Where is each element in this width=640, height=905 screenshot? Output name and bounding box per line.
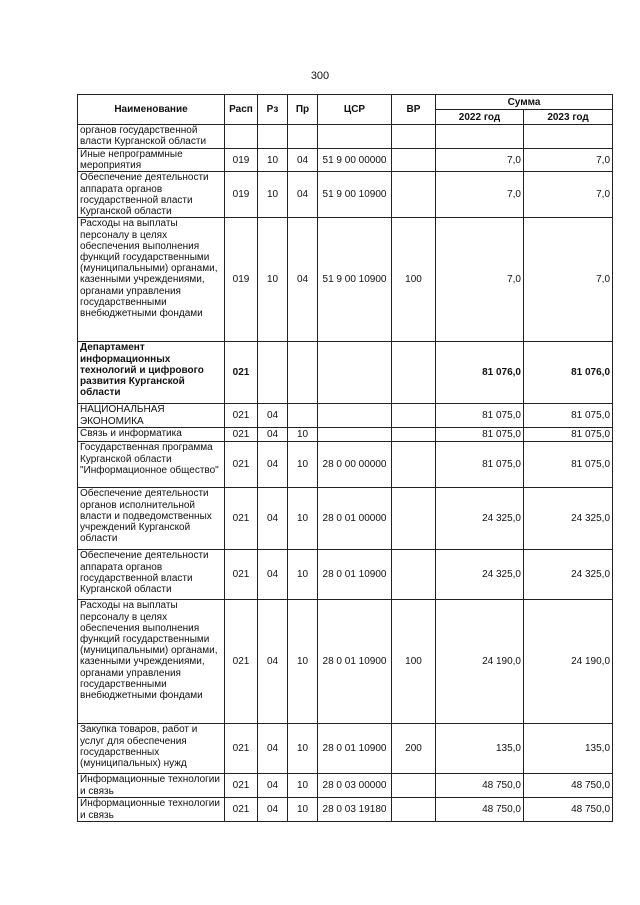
- row-sum-2022: 24 325,0: [436, 488, 524, 550]
- row-vr: [392, 404, 436, 428]
- row-pr: 04: [288, 172, 318, 218]
- row-name: Государственная программа Курганской области "Информационное общество": [78, 442, 225, 488]
- row-vr: [392, 798, 436, 821]
- row-vr: [392, 550, 436, 600]
- row-sum-2023: 24 190,0: [524, 600, 613, 724]
- row-csr: [318, 428, 392, 442]
- row-name: Иные непрограммные мероприятия: [78, 149, 225, 172]
- budget-table-body: [78, 125, 613, 822]
- row-sum-2023: 81 075,0: [524, 428, 613, 442]
- row-sum-2022: 81 075,0: [436, 428, 524, 442]
- row-sum-2023: 24 325,0: [524, 550, 613, 600]
- row-name: Связь и информатика: [78, 428, 225, 442]
- row-vr: 200: [392, 724, 436, 774]
- row-name: Департамент информационных технологий и цифрового развития Курганской области: [78, 342, 225, 404]
- row-name: Информационные технологии и связь: [78, 774, 225, 798]
- row-csr: 28 0 01 10900: [318, 724, 392, 774]
- row-vr: 100: [392, 600, 436, 724]
- table-row: [78, 149, 613, 172]
- row-sum-2023: 81 075,0: [524, 404, 613, 428]
- row-rasp: 021: [225, 600, 258, 724]
- row-sum-2023: 81 076,0: [524, 342, 613, 404]
- row-rasp: 021: [225, 428, 258, 442]
- row-vr: [392, 125, 436, 149]
- row-name: Расходы на выплаты персоналу в целях обеспечения выполнения функций государственными (муниципальными) органами, казенными учреждениями, органами управления государственными внебюджетными фондами: [78, 218, 225, 342]
- row-rasp: 021: [225, 724, 258, 774]
- table-row: [78, 428, 613, 442]
- row-rasp: 021: [225, 342, 258, 404]
- row-rasp: 021: [225, 488, 258, 550]
- row-vr: [392, 774, 436, 798]
- row-sum-2023: 7,0: [524, 149, 613, 172]
- row-sum-2023: [524, 125, 613, 149]
- row-sum-2022: 7,0: [436, 218, 524, 342]
- row-pr: 04: [288, 149, 318, 172]
- row-name: органов государственной власти Курганской области: [78, 125, 225, 149]
- row-name: Обеспечение деятельности аппарата органов государственной власти Курганской области: [78, 172, 225, 218]
- row-rz: 04: [258, 774, 288, 798]
- row-rasp: 019: [225, 172, 258, 218]
- row-sum-2022: 81 075,0: [436, 404, 524, 428]
- header-rz: Рз: [258, 95, 288, 125]
- table-row: [78, 798, 613, 821]
- header-year-2022: 2022 год: [436, 110, 524, 125]
- row-sum-2022: 7,0: [436, 172, 524, 218]
- row-name: Обеспечение деятельности органов исполнительной власти и подведомственных учреждений Курганской области: [78, 488, 225, 550]
- row-rasp: 021: [225, 798, 258, 821]
- table-row: [78, 550, 613, 600]
- row-pr: 10: [288, 442, 318, 488]
- row-rasp: 019: [225, 149, 258, 172]
- header-pr: Пр: [288, 95, 318, 125]
- row-pr: 10: [288, 428, 318, 442]
- row-sum-2023: 7,0: [524, 218, 613, 342]
- row-name: Расходы на выплаты персоналу в целях обеспечения выполнения функций государственными (муниципальными) органами, казенными учреждениями, органами управления государственными внебюджетными фондами: [78, 600, 225, 724]
- row-csr: 28 0 03 19180: [318, 798, 392, 821]
- row-rz: 04: [258, 404, 288, 428]
- row-csr: 28 0 03 00000: [318, 774, 392, 798]
- row-rasp: 021: [225, 550, 258, 600]
- header-name: Наименование: [78, 95, 225, 125]
- row-pr: 10: [288, 488, 318, 550]
- row-csr: [318, 404, 392, 428]
- row-rasp: 021: [225, 774, 258, 798]
- row-sum-2022: 24 325,0: [436, 550, 524, 600]
- row-rz: 10: [258, 149, 288, 172]
- row-vr: [392, 428, 436, 442]
- row-vr: 100: [392, 218, 436, 342]
- row-sum-2023: 24 325,0: [524, 488, 613, 550]
- row-sum-2023: 48 750,0: [524, 798, 613, 821]
- row-sum-2022: 7,0: [436, 149, 524, 172]
- row-pr: 10: [288, 798, 318, 821]
- budget-table: [77, 94, 613, 822]
- page-number: 300: [310, 70, 330, 82]
- row-sum-2023: 7,0: [524, 172, 613, 218]
- row-pr: [288, 404, 318, 428]
- row-rz: 04: [258, 724, 288, 774]
- row-sum-2022: 48 750,0: [436, 798, 524, 821]
- row-pr: 04: [288, 218, 318, 342]
- row-csr: 51 9 00 10900: [318, 218, 392, 342]
- row-sum-2022: [436, 125, 524, 149]
- row-csr: 51 9 00 10900: [318, 172, 392, 218]
- row-rz: 04: [258, 428, 288, 442]
- row-name: Информационные технологии и связь: [78, 798, 225, 821]
- row-rz: 04: [258, 488, 288, 550]
- table-row: [78, 600, 613, 724]
- row-pr: 10: [288, 724, 318, 774]
- row-rz: [258, 342, 288, 404]
- row-sum-2022: 48 750,0: [436, 774, 524, 798]
- row-sum-2022: 135,0: [436, 724, 524, 774]
- row-vr: [392, 342, 436, 404]
- row-rz: 04: [258, 600, 288, 724]
- table-row: [78, 218, 613, 342]
- row-sum-2022: 81 075,0: [436, 442, 524, 488]
- row-rz: 10: [258, 172, 288, 218]
- row-vr: [392, 149, 436, 172]
- row-pr: 10: [288, 774, 318, 798]
- row-sum-2023: 48 750,0: [524, 774, 613, 798]
- row-rasp: 021: [225, 404, 258, 428]
- row-csr: [318, 342, 392, 404]
- row-vr: [392, 442, 436, 488]
- row-csr: 28 0 01 10900: [318, 550, 392, 600]
- table-row: [78, 488, 613, 550]
- table-row: [78, 404, 613, 428]
- row-csr: [318, 125, 392, 149]
- row-name: НАЦИОНАЛЬНАЯ ЭКОНОМИКА: [78, 404, 225, 428]
- row-name: Обеспечение деятельности аппарата органов государственной власти Курганской области: [78, 550, 225, 600]
- table-row: [78, 442, 613, 488]
- table-row: [78, 125, 613, 149]
- row-pr: [288, 342, 318, 404]
- row-pr: 10: [288, 550, 318, 600]
- header-vr: ВР: [392, 95, 436, 125]
- row-rasp: 019: [225, 218, 258, 342]
- table-row: [78, 774, 613, 798]
- table-row: [78, 342, 613, 404]
- header-sum: Сумма: [436, 95, 613, 110]
- row-rz: 10: [258, 218, 288, 342]
- table-row: [78, 172, 613, 218]
- row-csr: 28 0 00 00000: [318, 442, 392, 488]
- row-pr: [288, 125, 318, 149]
- header-csr: ЦСР: [318, 95, 392, 125]
- row-sum-2022: 24 190,0: [436, 600, 524, 724]
- row-csr: 28 0 01 10900: [318, 600, 392, 724]
- row-vr: [392, 488, 436, 550]
- table-row: [78, 724, 613, 774]
- header-rasp: Расп: [225, 95, 258, 125]
- row-sum-2023: 81 075,0: [524, 442, 613, 488]
- row-rz: 04: [258, 798, 288, 821]
- row-pr: 10: [288, 600, 318, 724]
- row-rasp: [225, 125, 258, 149]
- row-sum-2022: 81 076,0: [436, 342, 524, 404]
- row-sum-2023: 135,0: [524, 724, 613, 774]
- row-vr: [392, 172, 436, 218]
- row-rz: 04: [258, 550, 288, 600]
- row-rz: [258, 125, 288, 149]
- row-rz: 04: [258, 442, 288, 488]
- row-csr: 28 0 01 00000: [318, 488, 392, 550]
- row-name: Закупка товаров, работ и услуг для обеспечения государственных (муниципальных) нужд: [78, 724, 225, 774]
- header-year-2023: 2023 год: [524, 110, 613, 125]
- row-rasp: 021: [225, 442, 258, 488]
- row-csr: 51 9 00 00000: [318, 149, 392, 172]
